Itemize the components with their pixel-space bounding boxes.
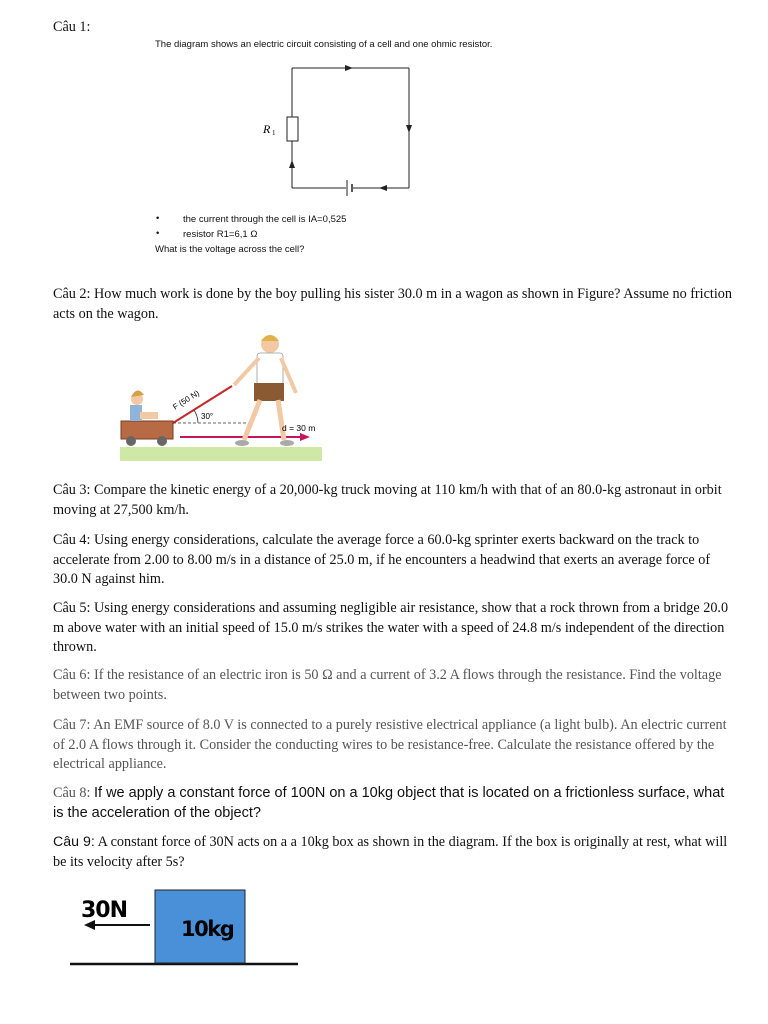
q9-text: A constant force of 30N acts on a a 10kg box as shown in the diagram. If the box is originally at rest, what will be its velocity after 5s? [53,834,728,870]
q1-bullet-1: the current through the cell is IA=0,525 [183,214,347,225]
q1-bullet-dot-2: • [156,228,160,239]
q5-text: Câu 5: Using energy considerations and assuming negligible air resistance, show that a rock thrown from a bridge 20.0 m above water with an initial speed of 15.0 m/s strikes the water with a speed of 24.8 m/s independent of the direction thrown. [53,600,729,655]
force-label: F (50 N) [171,388,201,412]
q1-question: What is the voltage across the cell? [155,244,305,255]
q9-box-label: 10kg [181,917,234,941]
q8-label: Câu 8: [53,785,91,801]
distance-label: d = 30 m [282,423,316,433]
q1-label: Câu 1: [53,19,91,35]
q1-intro: The diagram shows an electric circuit consisting of a cell and one ohmic resistor. [155,39,493,50]
angle-label: 30° [201,412,214,421]
q7-text: Câu 7: An EMF source of 8.0 V is connected to a purely resistive electrical appliance (a light bulb). An electric current of 2.0 A flows through it. Consider the conducting wires to be resistance-free. Calculate the resistance offered by the electrical appliance. [53,717,727,772]
resistor-subscript: 1 [272,129,276,137]
q9-label: Câu 9: [53,834,95,850]
q4-text: Câu 4: Using energy considerations, calculate the average force a 60.0-kg sprinter exerts backward on the track to accelerate from 2.00 to 8.00 m/s in a distance of 25.0 m, if he encounters a headwind that exerts an average force of 30.0 N against him. [53,532,711,587]
q9-force-label: 30N [81,898,128,923]
q6-text: Câu 6: If the resistance of an electric iron is 50 Ω and a current of 3.2 A flows through the resistance. Find the voltage between two points. [53,667,722,703]
q1-bullet-2: resistor R1=6,1 Ω [183,229,258,240]
resistor-label: R [263,122,271,136]
q8-text: If we apply a constant force of 100N on a 10kg object that is located on a frictionless surface, what is the acceleration of the object? [53,785,725,821]
q3-text: Câu 3: Compare the kinetic energy of a 20,000-kg truck moving at 110 km/h with that of an 80.0-kg astronaut in orbit moving at 27,500 km/h. [53,482,722,518]
q2-text: Câu 2: How much work is done by the boy pulling his sister 30.0 m in a wagon as shown in Figure? Assume no friction acts on the wagon. [53,286,732,322]
q1-bullet-dot-1: • [156,213,160,224]
